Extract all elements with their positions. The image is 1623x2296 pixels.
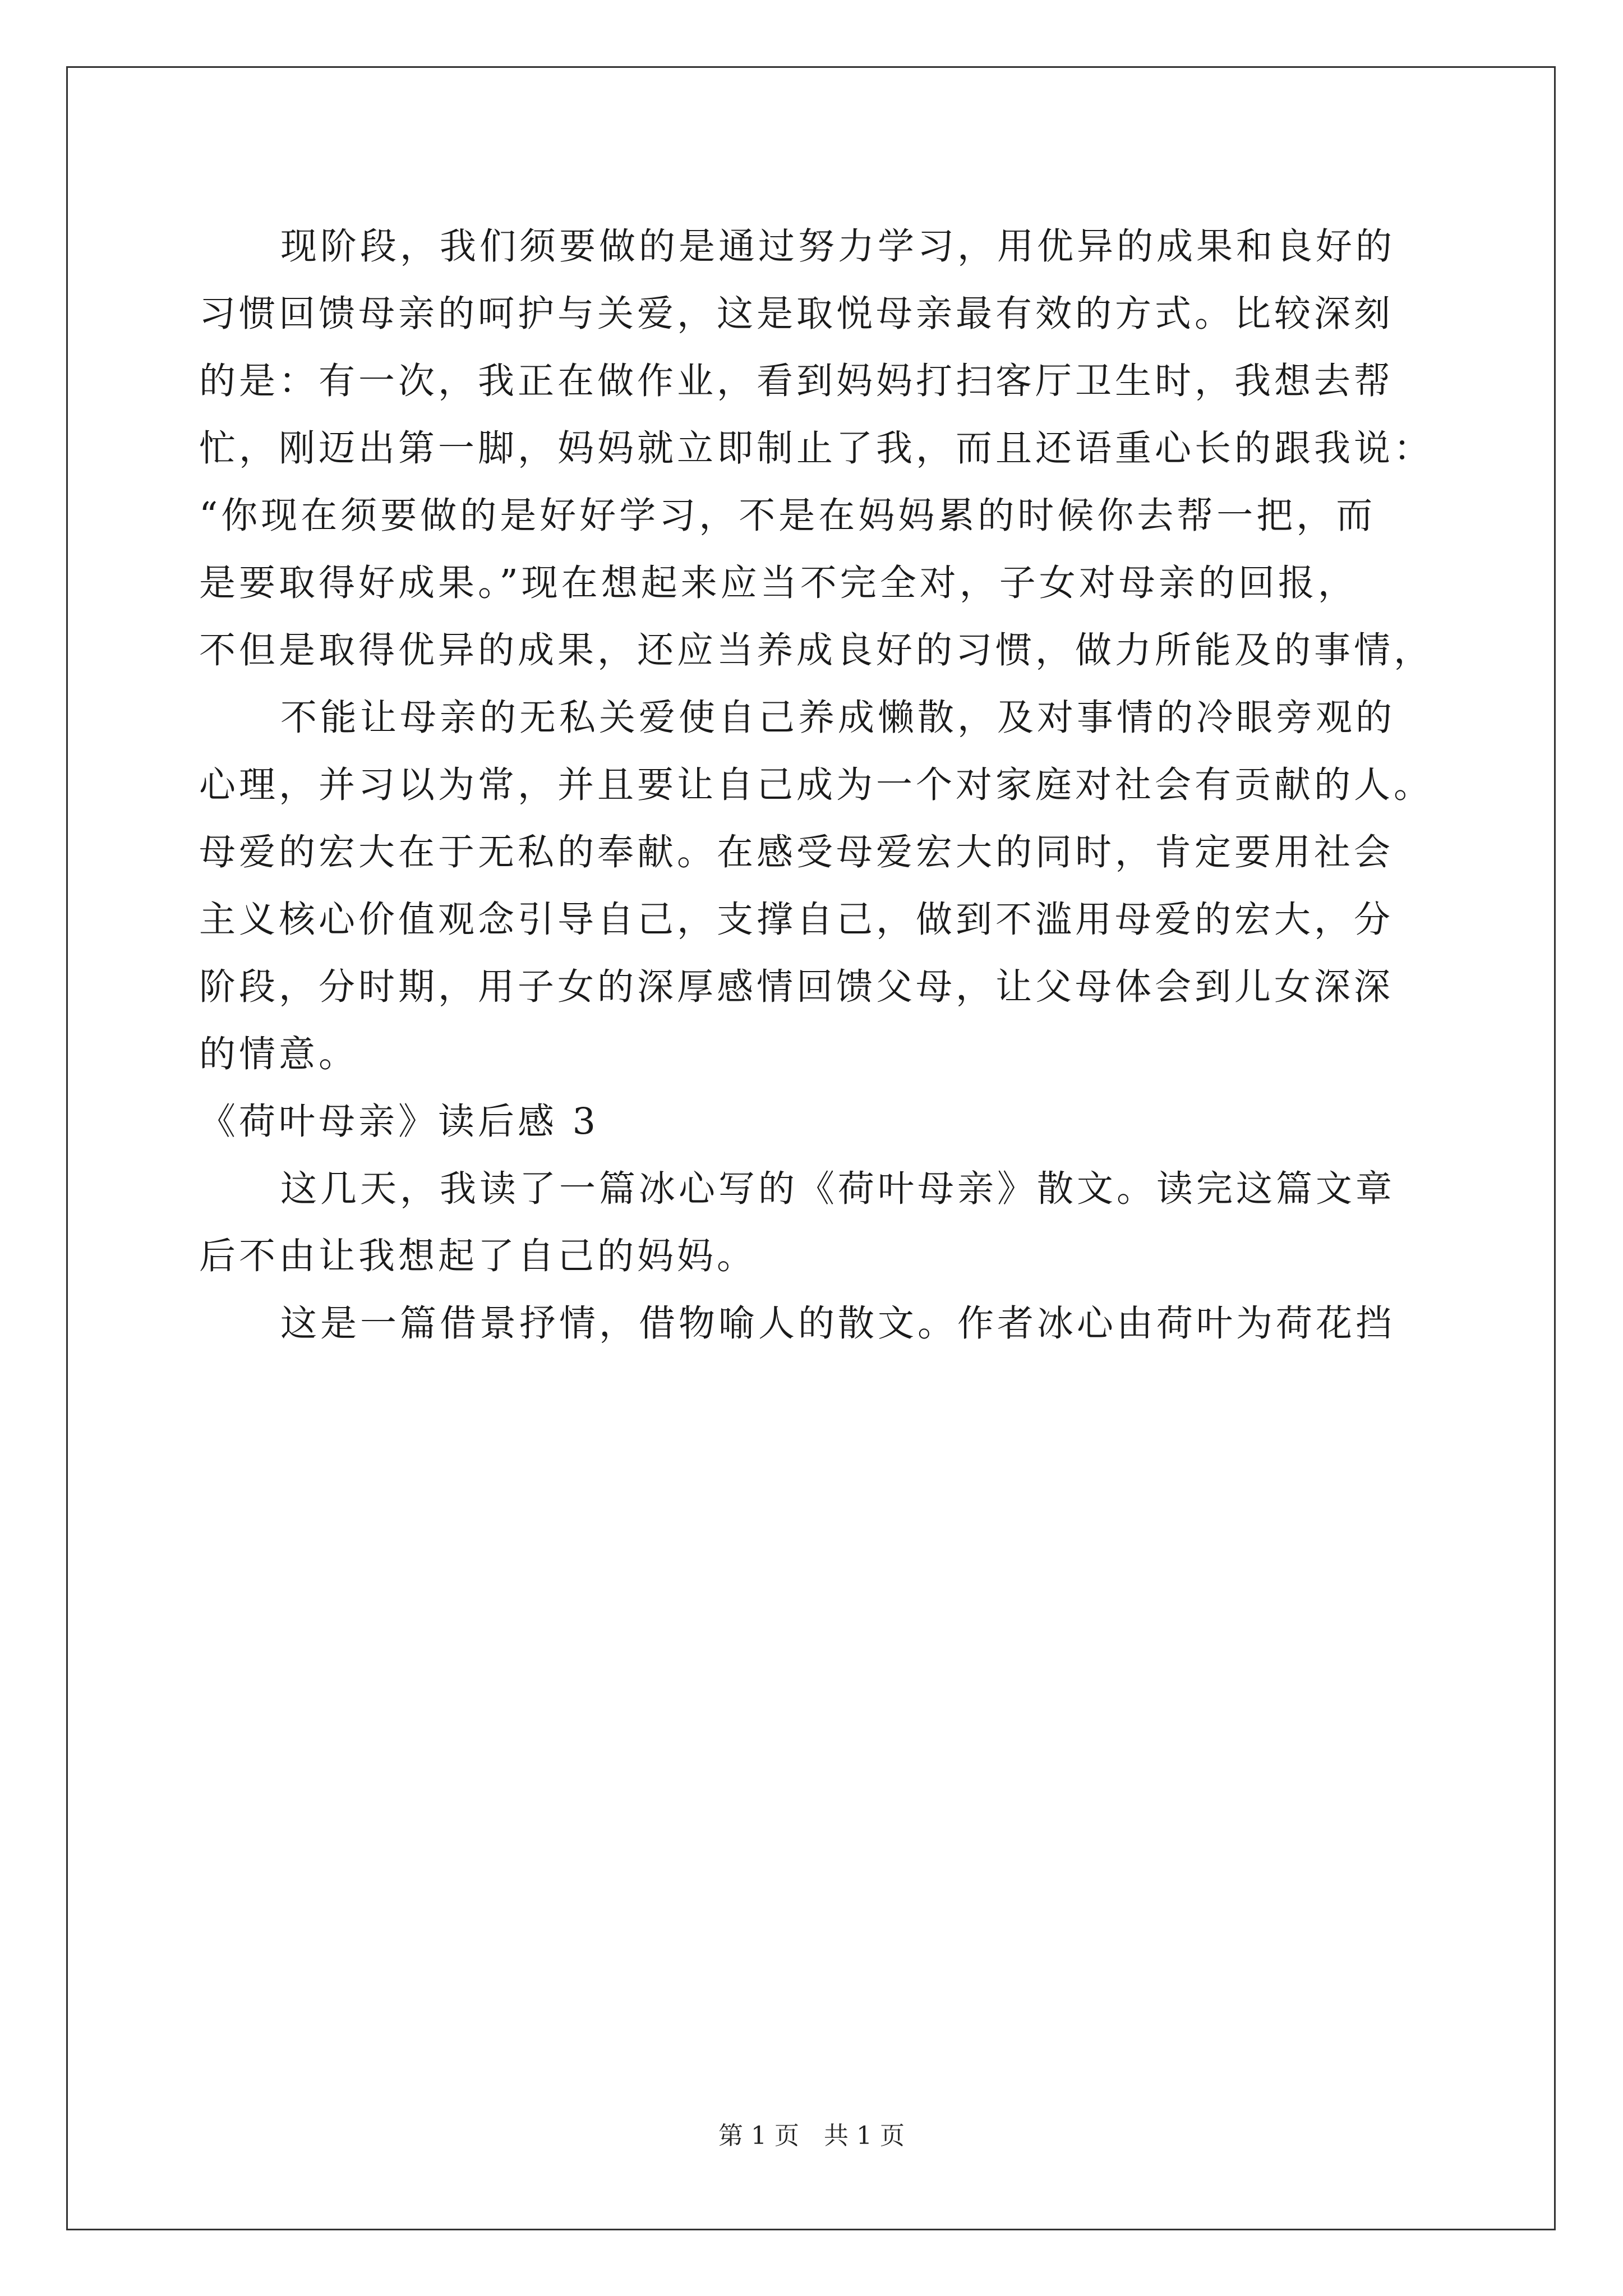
paragraph-line: 阶段，分时期，用子女的深厚感情回馈父母，让父母体会到儿女深深 (199, 966, 1394, 1008)
paragraph-line: 这是一篇借景抒情，借物喻人的散文。作者冰心由荷叶为荷花挡 (280, 1303, 1396, 1345)
paragraph-line: 的情意。 (199, 1033, 359, 1075)
paragraph-line: 主义核心价值观念引导自己，支撑自己，做到不滥用母爱的宏大，分 (199, 899, 1394, 941)
paragraph-line: 母爱的宏大在于无私的奉献。在感受母爱宏大的同时，肯定要用社会 (199, 831, 1394, 873)
paragraph-line: 不能让母亲的无私关爱使自己养成懒散，及对事情的冷眼旁观的 (280, 697, 1396, 739)
paragraph-line: 不但是取得优异的成果，还应当养成良好的习惯，做力所能及的事情， (199, 629, 1434, 671)
section-heading: 《荷叶母亲》读后感 3 (199, 1101, 600, 1143)
paragraph-line: 忙，刚迈出第一脚，妈妈就立即制止了我，而且还语重心长的跟我说： (199, 427, 1434, 470)
paragraph-line: 是要取得好成果。”现在想起来应当不完全对，子女对母亲的回报， (199, 562, 1358, 604)
paragraph-line: 现阶段，我们须要做的是通过努力学习，用优异的成果和良好的 (280, 226, 1396, 268)
page-footer: 第 1 页 共 1 页 (718, 2122, 905, 2150)
paragraph-line: 心理，并习以为常，并且要让自己成为一个对家庭对社会有贡献的人。 (199, 764, 1434, 806)
paragraph-line: “你现在须要做的是好好学习，不是在妈妈累的时候你去帮一把，而 (199, 495, 1376, 537)
paragraph-line: 这几天，我读了一篇冰心写的《荷叶母亲》散文。读完这篇文章 (280, 1168, 1396, 1210)
paragraph-line: 后不由让我想起了自己的妈妈。 (199, 1235, 757, 1277)
paragraph-line: 的是：有一次，我正在做作业，看到妈妈打扫客厅卫生时，我想去帮 (199, 360, 1394, 402)
paragraph-line: 习惯回馈母亲的呵护与关爱，这是取悦母亲最有效的方式。比较深刻 (199, 293, 1394, 335)
